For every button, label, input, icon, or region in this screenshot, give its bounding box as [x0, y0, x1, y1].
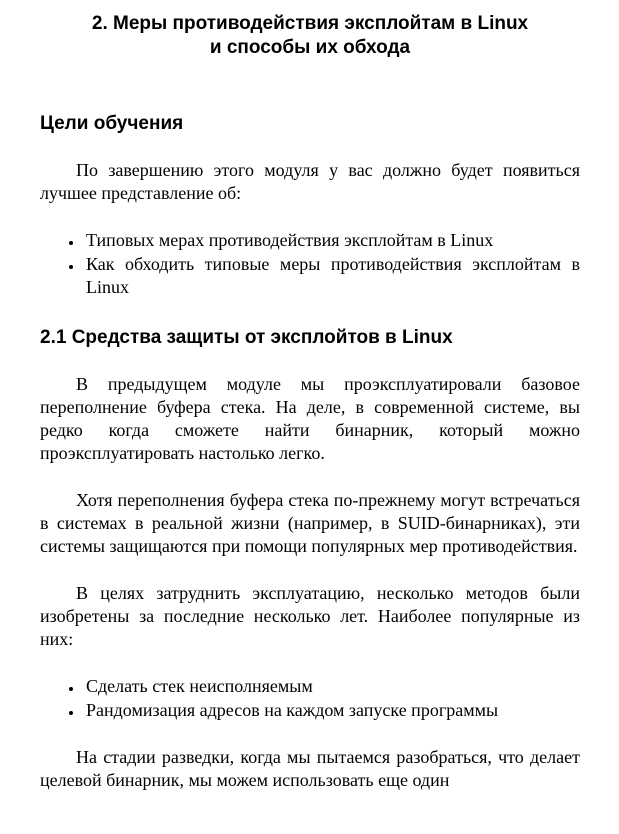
section-heading-learning-goals: Цели обучения: [40, 113, 184, 134]
paragraph-previous-module: В предыдущем модуле мы проэксплуатировали базовое переполнение буфера стека. На деле, в современной системе, вы редко когда сможете найти бинарник, который можно проэксплуатировать настолько легко.: [40, 374, 580, 463]
paragraph-stack-overflows: Хотя переполнения буфера стека по-прежнему могут встречаться в системах в реальной жизни (например, в SUID-бинарниках), эти системы защищаются при помощи популярных мер противодействия.: [40, 490, 580, 556]
paragraph-recon-closing: На стадии разведки, когда мы пытаемся разобраться, что делает целевой бинарник, мы можем использовать еще один: [40, 747, 580, 790]
section-heading-protections: 2.1 Средства защиты от эксплойтов в Linux: [40, 327, 453, 348]
document-title: [40, 12, 580, 60]
list-item-aslr: • Рандомизация адресов на каждом запуске программы: [83, 699, 580, 722]
list-item-goal-1: • Типовых мерах противодействия эксплойтам в Linux: [83, 229, 580, 252]
document-title-line-1: 2. Меры противодействия эксплойтам в Linux: [91, 13, 529, 34]
protections-bullet-list: [40, 675, 580, 722]
list-item-nonexec-stack: • Сделать стек неисполняемым: [83, 675, 580, 698]
paragraph-methods-intro: В целях затруднить эксплуатацию, несколько методов были изобретены за последние несколько лет. Наиболее популярные из них:: [40, 583, 580, 649]
paragraph-goals-intro: По завершению этого модуля у вас должно будет появиться лучшее представление об:: [40, 160, 580, 203]
document-title-line-2: и способы их обхода: [209, 37, 411, 58]
list-item-goal-2: • Как обходить типовые меры противодействия эксплойтам в Linux: [83, 253, 580, 299]
goals-bullet-list: [40, 229, 580, 299]
